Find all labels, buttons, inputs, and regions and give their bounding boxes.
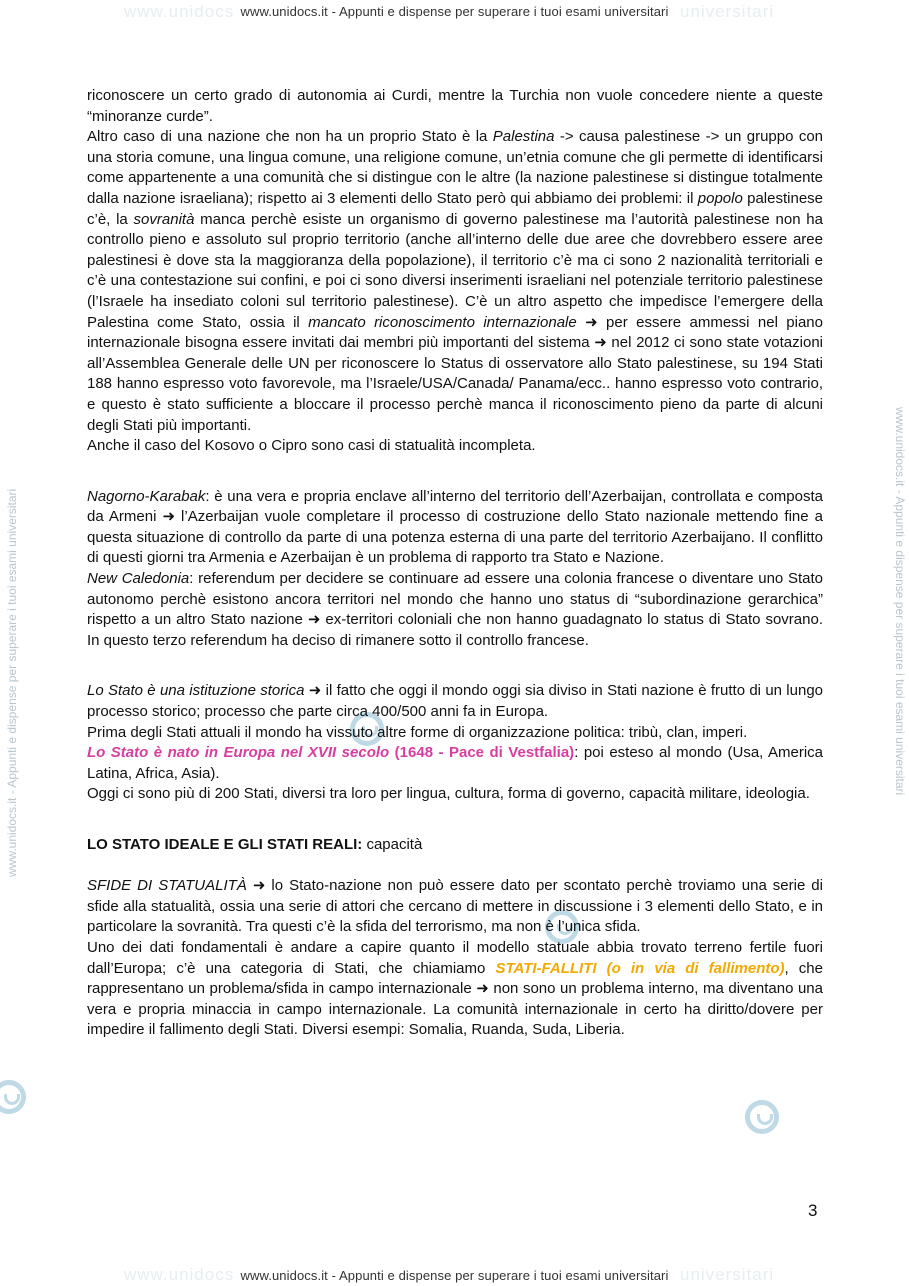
document-body <box>87 86 823 1041</box>
paragraph: Nagorno-Karabak: è una vera e propria enclave all’interno del territorio dell’Azerbaijan, controllata e composta da Armeni ➜ l’Azerbaijan vuole completare il processo di costruzione dello Stato nazionale mettendo fine a questa situazione di controllo da parte di una potenza esterna di una parte del territorio Azerbaijano. Il conflitto di questi giorni tra Armenia e Azerbaijan è un problema di rapporto tra Stato e Nazione. <box>87 487 823 567</box>
watermark-ghost-right: universitari <box>680 2 775 21</box>
side-watermark-left: www.unidocs.it - Appunti e dispense per superare i tuoi esami universitari <box>5 488 19 877</box>
footer-watermark: www.unidocs.it - Appunti e dispense per superare i tuoi esami universitari <box>240 1268 669 1283</box>
paragraph: SFIDE DI STATUALITÀ ➜ lo Stato-nazione non può essere dato per scontato perchè troviamo una serie di sfide alla statualità, ossia una serie di attori che cercano di mettere in discussione i 3 elementi dello Stato, e in particolare la sovranità. Tra questi c’è la sfida del terrorismo, ma non è l’unica sfida. <box>87 877 823 936</box>
header-watermark: www.unidocs.it - Appunti e dispense per superare i tuoi esami universitari <box>240 4 669 19</box>
watermark-ghost-left: www.unidocs <box>124 2 235 21</box>
watermark-ghost-left-bottom: www.unidocs <box>124 1265 235 1284</box>
page-number: 3 <box>808 1201 818 1220</box>
unidocs-logo-icon <box>745 1100 779 1134</box>
paragraph: Uno dei dati fondamentali è andare a capire quanto il modello statuale abbia trovato terreno fertile fuori dall’Europa; c’è una categoria di Stati, che chiamiamo STATI-FALLITI (o in via di fallimento), che rappresentano un problema/sfida in campo internazionale ➜ non sono un problema interno, ma diventano una vera e propria minaccia in campo internazionale. La comunità internazionale in certo ha diritto/dovere per impedire il fallimento degli Stati. Diversi esempi: Somalia, Ruanda, Suda, Liberia. <box>87 938 823 1039</box>
paragraph: Altro caso di una nazione che non ha un proprio Stato è la Palestina -> causa palestinese -> un gruppo con una storia comune, una lingua comune, una religione comune, un’etnia comune che gli permette di identificarsi come appartenente a una comunità che si distingue con le altre (la nazione palestinese si distingue totalmente dalla nazione israeliana); rispetto ai 3 elementi dello Stato però qui abbiamo dei problemi: il popolo palestinese c’è, la sovranità manca perchè esiste un organismo di governo palestinese ma l’autorità palestinese non ha controllo pieno e assoluto sul proprio territorio (anche all’interno delle due aree che dovrebbero essere aree palestinesi è dove sta la maggioranza della popolazione), il territorio c’è ma ci sono 2 nazionalità territoriali e c’è una contestazione sui confini, e poi ci sono diversi inserimenti israeliani nel potenziale territorio palestinese (l’Israele ha insediato coloni sul territorio palestinese). C’è un altro aspetto che impedisce l’emergere della Palestina come Stato, ossia il mancato riconoscimento internazionale ➜ per essere ammessi nel piano internazionale bisogna essere invitati dai membri più importanti del sistema ➜ nel 2012 ci sono state votazioni all’Assemblea Generale delle UN per riconoscere lo Status di osservatore allo Stato palestinese, su 194 Stati 188 hanno espresso voto favorevole, ma l’Israele/USA/Canada/ Panama/ecc.. hanno espresso voto contrario, e questo è stato sufficiente a bloccare il processo perchè manca il riconoscimento pieno da parte di alcuni degli Stati più importanti. <box>87 128 824 434</box>
paragraph: Lo Stato è nato in Europa nel XVII secolo (1648 - Pace di Vestfalia): poi esteso al mondo (Usa, America Latina, Africa, Asia). <box>87 744 823 782</box>
paragraph: New Caledonia: referendum per decidere se continuare ad essere una colonia francese o diventare uno Stato autonomo perchè esistono ancora territori nel mondo che hanno uno status di “subordinazione gerarchica” rispetto a un altro Stato nazione ➜ ex-territori coloniali che non hanno guadagnato lo status di Stato sovrano. In questo terzo referendum ha deciso di rimanere sotto il controllo francese. <box>87 570 823 649</box>
paragraph: Oggi ci sono più di 200 Stati, diversi tra loro per lingua, cultura, forma di governo, capacità militare, ideologia. <box>87 785 810 803</box>
paragraph: riconoscere un certo grado di autonomia ai Curdi, mentre la Turchia non vuole concedere niente a queste “minoranze curde”. <box>87 87 823 125</box>
side-watermark-right: www.unidocs.it - Appunti e dispense per superare i tuoi esami universitari <box>893 407 907 796</box>
paragraph: Lo Stato è una istituzione storica ➜ il fatto che oggi il mondo oggi sia diviso in Stati nazione è frutto di un lungo processo storico; processo che parte circa 400/500 anni fa in Europa. <box>87 682 823 721</box>
paragraph: Anche il caso del Kosovo o Cipro sono casi di statualità incompleta. <box>87 437 536 455</box>
watermark-ghost-right-bottom: universitari <box>680 1265 775 1284</box>
section-heading: LO STATO IDEALE E GLI STATI REALI: capacità <box>87 836 423 853</box>
unidocs-logo-icon <box>0 1080 26 1114</box>
paragraph: Prima degli Stati attuali il mondo ha vissuto altre forme di organizzazione politica: tribù, clan, imperi. <box>87 723 748 741</box>
